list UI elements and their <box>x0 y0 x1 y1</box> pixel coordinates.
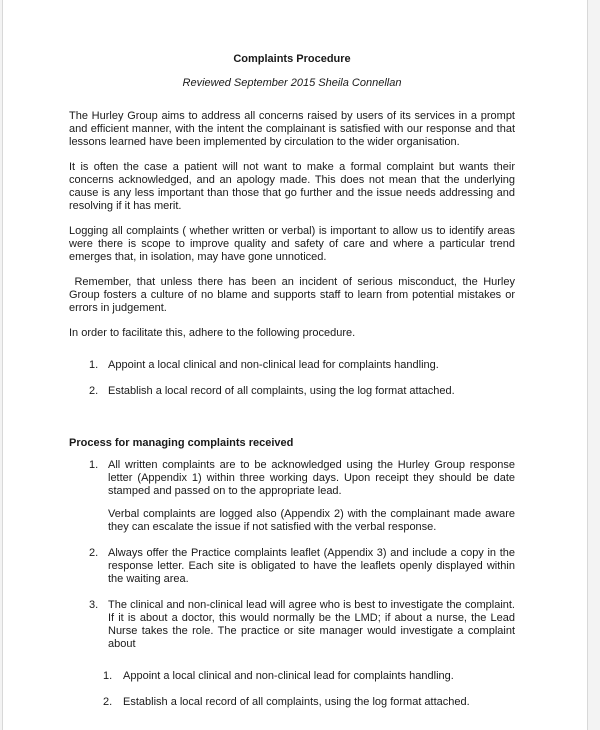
review-note: Reviewed September 2015 Sheila Connellan <box>182 77 402 89</box>
list-item-paragraph: All written complaints are to be acknowledged using the Hurley Group response letter (Appendix 1) within three working days. Upon receipt they should be date stamped and passed on to the appropriate lead. <box>108 459 515 497</box>
intro-paragraph: In order to facilitate this, adhere to the following procedure. <box>69 327 356 339</box>
list-number: 3. <box>89 599 99 611</box>
process-list <box>69 459 515 651</box>
list-item-text: Establish a local record of all complaints, using the log format attached. <box>123 696 470 708</box>
list-item-text: Appoint a local clinical and non-clinical lead for complaints handling. <box>108 359 439 371</box>
document-title: Complaints Procedure <box>233 53 351 65</box>
list-number: 2. <box>103 696 113 708</box>
list-item <box>69 599 515 651</box>
list-item-paragraph: Verbal complaints are logged also (Appendix 2) with the complainant made aware they can escalate the issue if not satisfied with the verbal response. <box>108 508 515 533</box>
section-heading: Process for managing complaints received <box>69 437 294 449</box>
intro-paragraph: The Hurley Group aims to address all concerns raised by users of its services in a prompt and efficient manner, with the intent the complainant is satisfied with our response and that lessons learned have been implemented by circulation to the wider organisation. <box>69 110 515 148</box>
list-item-text: Establish a local record of all complaints, using the log format attached. <box>108 385 455 397</box>
list-item <box>69 547 515 586</box>
list-number: 1. <box>89 359 99 371</box>
document-page <box>2 0 588 730</box>
list-item <box>69 385 515 398</box>
list-item <box>69 459 515 534</box>
list-number: 1. <box>103 670 113 682</box>
list-number: 2. <box>89 547 99 559</box>
list-item-paragraph: The clinical and non-clinical lead will agree who is best to investigate the complaint. If it is about a doctor, this would normally be the LMD; if about a nurse, the Lead Nurse takes the role. The practice or site manager would investigate a complaint about <box>108 599 515 650</box>
list-item-paragraph: Always offer the Practice complaints leaflet (Appendix 3) and include a copy in the response letter. Each site is obligated to have the leaflets openly displayed within the waiting area. <box>108 547 515 585</box>
intro-paragraph: It is often the case a patient will not want to make a formal complaint but wants their concerns acknowledged, and an apology made. This does not mean that the underlying cause is any less important than those that go further and the issue needs addressing and resolving if it has merit. <box>69 161 515 212</box>
list-item-text: Appoint a local clinical and non-clinical lead for complaints handling. <box>123 670 454 682</box>
list-number: 1. <box>89 459 99 471</box>
list-item <box>69 670 515 683</box>
list-item <box>69 696 515 709</box>
sub-list <box>69 670 515 709</box>
intro-paragraph: Logging all complaints ( whether written or verbal) is important to allow us to identify areas were there is scope to improve quality and safety of care and where a particular trend emerges that, in isolation, may have gone unnoticed. <box>69 225 515 263</box>
procedure-list <box>69 359 515 398</box>
list-number: 2. <box>89 385 99 397</box>
list-item <box>69 359 515 372</box>
document-body <box>69 52 519 722</box>
intro-paragraph: Remember, that unless there has been an incident of serious misconduct, the Hurley Group fosters a culture of no blame and supports staff to learn from potential mistakes or errors in judgement. <box>69 276 519 314</box>
